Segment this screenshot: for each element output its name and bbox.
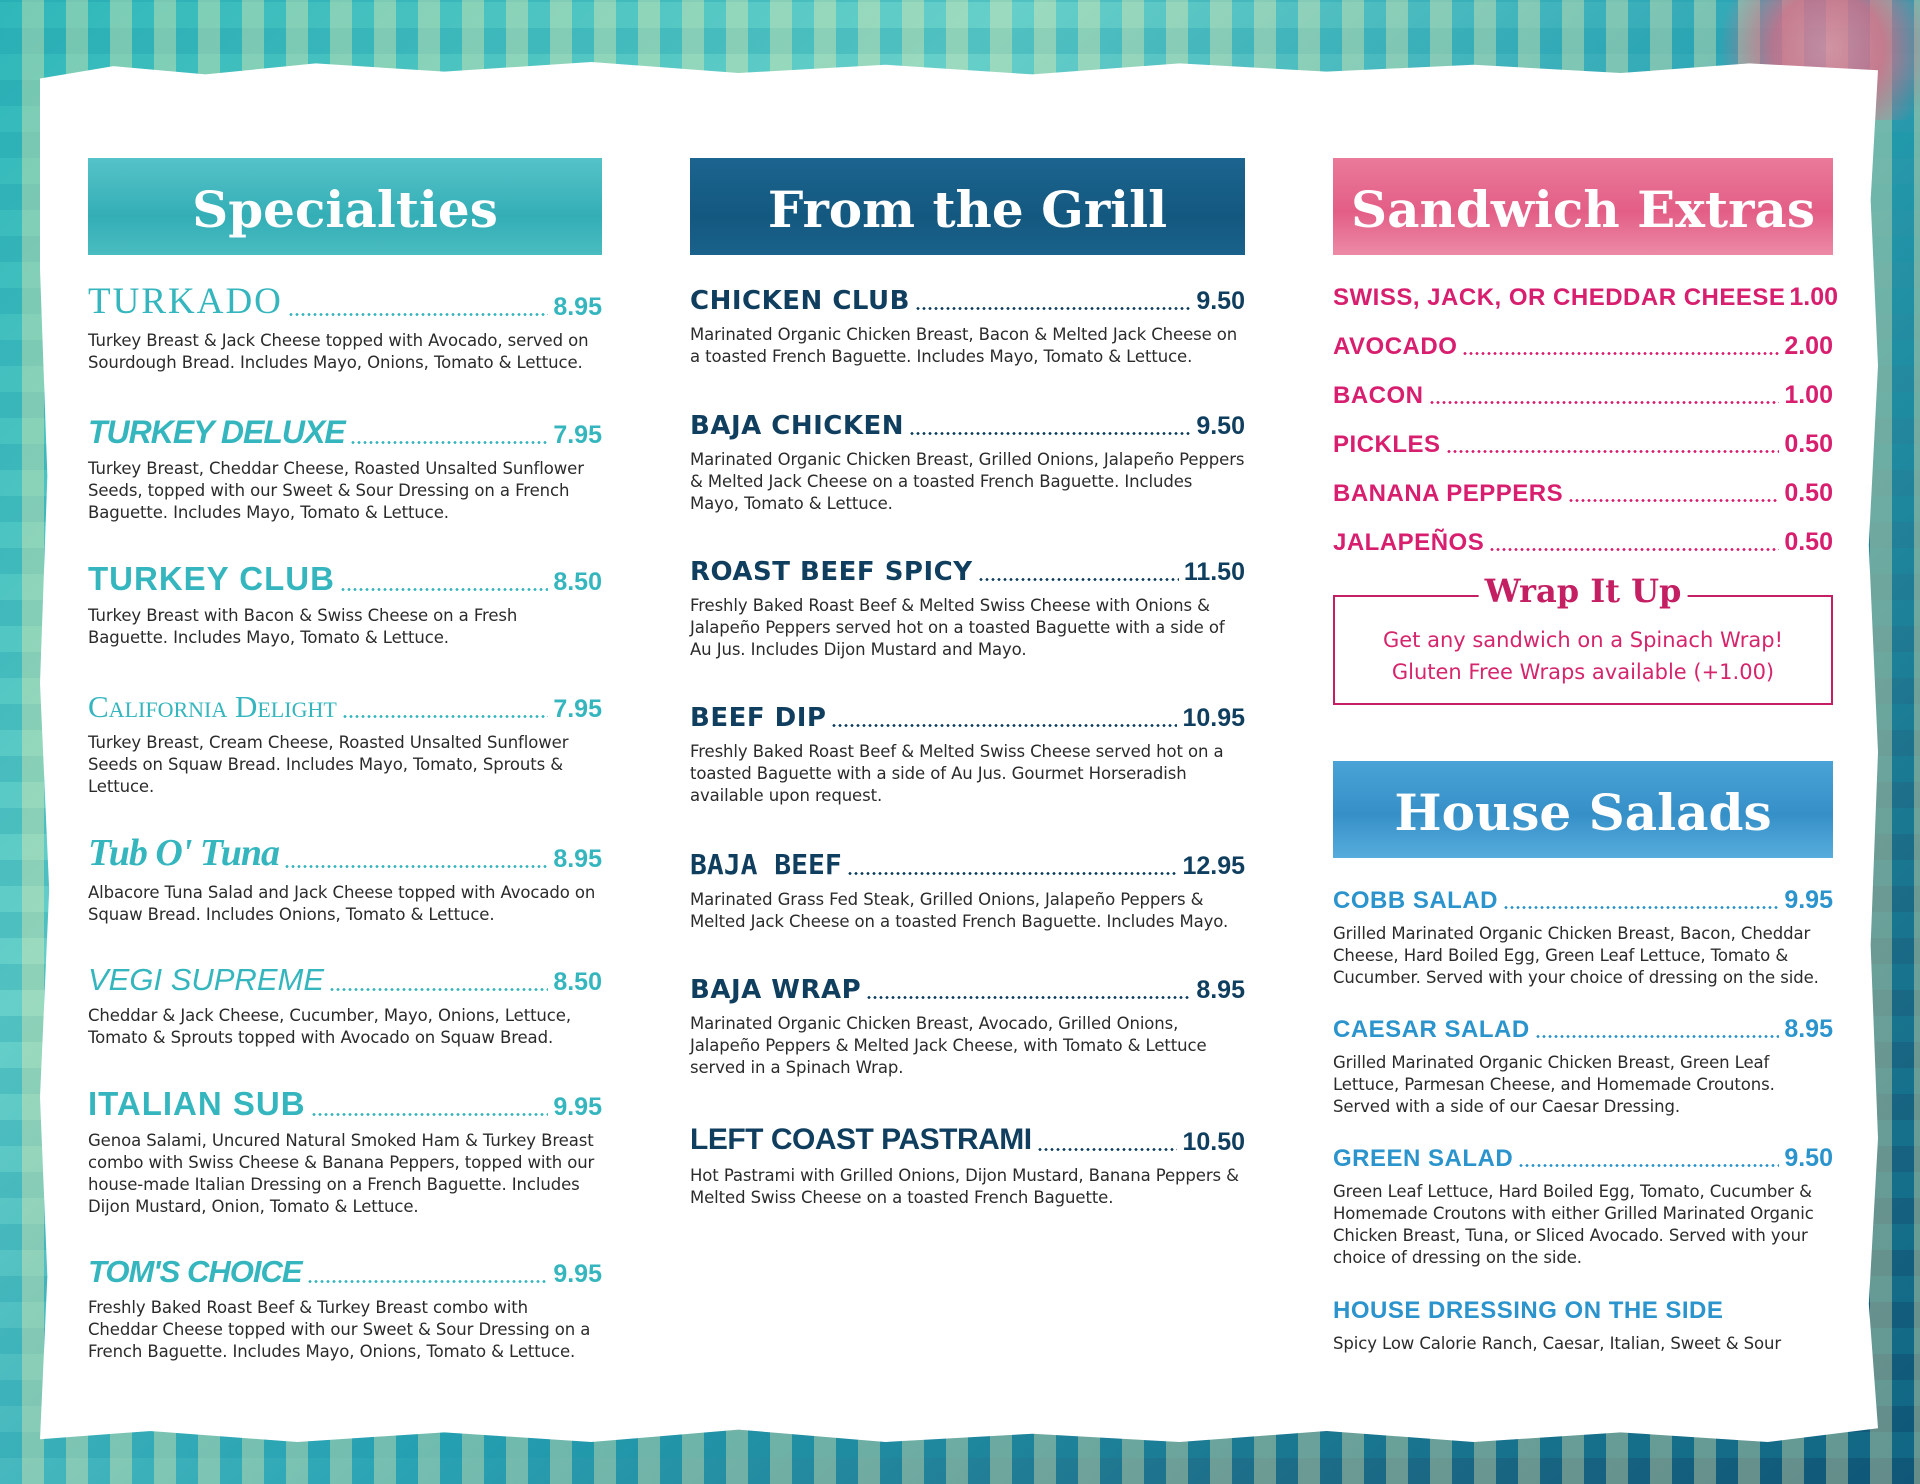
item-price: 9.95	[1784, 886, 1833, 914]
menu-item-turkado	[88, 283, 602, 374]
extra-item-pickles	[1333, 432, 1833, 457]
dot-leader	[342, 715, 549, 718]
dot-leader	[866, 996, 1191, 999]
extra-item-avocado	[1333, 334, 1833, 359]
item-price: 9.95	[553, 1260, 602, 1288]
specialties-heading: Specialties	[88, 158, 602, 255]
dot-leader	[1446, 450, 1780, 453]
item-name: BAJA WRAP	[690, 975, 862, 1005]
extra-item-bacon	[1333, 383, 1833, 408]
menu-item-roast-beef-spicy	[690, 559, 1245, 661]
menu-item-turkey-deluxe	[88, 416, 602, 524]
item-name: CHICKEN CLUB	[690, 286, 910, 316]
dot-leader	[909, 432, 1191, 435]
item-name: VEGI SUPREME	[88, 962, 324, 997]
item-name: BACON	[1333, 382, 1424, 409]
item-description: Marinated Organic Chicken Breast, Bacon & Melted Jack Cheese on a toasted French Baguette. Includes Mayo, Tomato & Lettuce.	[690, 325, 1238, 366]
dot-leader	[350, 441, 549, 444]
dot-leader	[831, 724, 1177, 727]
item-price: 12.95	[1182, 852, 1245, 880]
item-name: GREEN SALAD	[1333, 1145, 1514, 1172]
dot-leader	[847, 872, 1178, 875]
item-price: 7.95	[553, 421, 602, 449]
item-name: BAJA CHICKEN	[690, 411, 905, 441]
menu-item-vegi-supreme	[88, 964, 602, 1049]
item-price: 0.50	[1784, 528, 1833, 556]
extra-item-cheese	[1333, 283, 1839, 311]
item-name: BANANA PEPPERS	[1333, 480, 1564, 507]
extra-item-banana-peppers	[1333, 481, 1833, 506]
item-description: Green Leaf Lettuce, Hard Boiled Egg, Tomato, Cucumber & Homemade Croutons with either Grilled Marinated Organic Chicken Breast, Tuna, or Sliced Avocado. Served with your choice of dressing on the side.	[1333, 1182, 1814, 1267]
item-price: 9.50	[1196, 287, 1245, 315]
menu-item-toms-choice	[88, 1256, 602, 1363]
item-description: Turkey Breast & Jack Cheese topped with Avocado, served on Sourdough Bread. Includes Mayo, Onions, Tomato & Lettuce.	[88, 331, 589, 372]
item-description: Turkey Breast with Bacon & Swiss Cheese on a Fresh Baguette. Includes Mayo, Tomato & Lettuce.	[88, 606, 518, 647]
item-description: Marinated Grass Fed Steak, Grilled Onions, Jalapeño Peppers & Melted Jack Cheese on a toasted French Baguette. Includes Mayo.	[690, 890, 1229, 931]
item-price: 8.95	[553, 845, 602, 873]
item-price: 1.00	[1789, 283, 1839, 311]
item-price: 9.95	[553, 1093, 602, 1121]
item-name: AVOCADO	[1333, 333, 1458, 360]
item-description: Hot Pastrami with Grilled Onions, Dijon Mustard, Banana Peppers & Melted Swiss Cheese on a toasted French Baguette.	[690, 1166, 1239, 1207]
item-name: CAESAR SALAD	[1333, 1016, 1530, 1043]
dot-leader	[1429, 401, 1780, 404]
wrap-title: Wrap It Up	[1479, 575, 1688, 607]
item-description: Turkey Breast, Cream Cheese, Roasted Unsalted Sunflower Seeds on Squaw Bread. Includes Mayo, Tomato, Sprouts & Lettuce.	[88, 733, 569, 796]
menu-item-baja-beef	[690, 848, 1245, 933]
item-price: 1.00	[1784, 381, 1833, 409]
menu-item-beef-dip	[690, 705, 1245, 807]
item-name: SWISS, JACK, OR CHEDDAR CHEESE	[1333, 284, 1786, 311]
item-name: ROAST BEEF SPICY	[690, 557, 973, 587]
house-dressing-title: HOUSE DRESSING ON THE SIDE	[1333, 1297, 1724, 1324]
item-description: Cheddar & Jack Cheese, Cucumber, Mayo, Onions, Lettuce, Tomato & Sprouts topped with Avocado on Squaw Bread.	[88, 1006, 571, 1047]
item-description: Freshly Baked Roast Beef & Melted Swiss Cheese served hot on a toasted Baguette with a side of Au Jus. Gourmet Horseradish available upon request.	[690, 742, 1224, 805]
salad-item-caesar	[1333, 1017, 1833, 1118]
dot-leader	[340, 588, 548, 591]
salad-item-green	[1333, 1146, 1833, 1269]
menu-item-baja-wrap	[690, 977, 1245, 1079]
house-dressing-list: Spicy Low Calorie Ranch, Caesar, Italian, Sweet & Sour	[1333, 1334, 1782, 1353]
dot-leader	[1535, 1035, 1780, 1038]
item-description: Grilled Marinated Organic Chicken Breast, Green Leaf Lettuce, Parmesan Cheese, and Homemade Croutons. Served with a side of our Caesar Dressing.	[1333, 1053, 1775, 1116]
dot-leader	[329, 988, 548, 991]
item-description: Freshly Baked Roast Beef & Melted Swiss Cheese with Onions & Jalapeño Peppers served hot on a toasted Baguette with a side of Au Jus. Includes Dijon Mustard and Mayo.	[690, 596, 1225, 659]
salads-heading: House Salads	[1333, 761, 1833, 858]
salad-item-cobb	[1333, 888, 1833, 989]
item-description: Albacore Tuna Salad and Jack Cheese topped with Avocado on Squaw Bread. Includes Onions, Tomato & Lettuce.	[88, 883, 596, 924]
item-name: JALAPEÑOS	[1333, 529, 1485, 556]
dot-leader	[978, 578, 1179, 581]
menu-item-chicken-club	[690, 288, 1245, 368]
item-price: 0.50	[1784, 430, 1833, 458]
item-name: California Delight	[88, 689, 337, 724]
item-price: 7.95	[553, 695, 602, 723]
specialties-column	[88, 158, 602, 1363]
item-price: 8.50	[553, 568, 602, 596]
item-name: LEFT COAST PASTRAMI	[690, 1123, 1032, 1156]
item-description: Grilled Marinated Organic Chicken Breast, Bacon, Cheddar Cheese, Hard Boiled Egg, Green Leaf Lettuce, Tomato & Cucumber. Served with your choice of dressing on the side.	[1333, 924, 1819, 987]
menu-item-left-coast-pastrami	[690, 1125, 1245, 1209]
item-price: 8.95	[1784, 1015, 1833, 1043]
item-description: Genoa Salami, Uncured Natural Smoked Ham & Turkey Breast combo with Swiss Cheese & Banana Peppers, topped with our house-made Italian Dressing on a French Baguette. Includes Dijon Mustard, Onion, Tomato & Lettuce.	[88, 1131, 595, 1216]
dot-leader	[288, 313, 548, 316]
dot-leader	[915, 307, 1191, 310]
item-description: Freshly Baked Roast Beef & Turkey Breast combo with Cheddar Cheese topped with our Sweet & Sour Dressing on a French Baguette. Includes Mayo, Onions, Tomato & Lettuce.	[88, 1298, 591, 1361]
item-price: 0.50	[1784, 479, 1833, 507]
item-price: 10.50	[1182, 1128, 1245, 1156]
item-name: PICKLES	[1333, 431, 1441, 458]
item-price: 8.50	[553, 968, 602, 996]
item-price: 8.95	[1196, 976, 1245, 1004]
extras-salads-column	[1333, 158, 1839, 1355]
dot-leader	[1503, 906, 1779, 909]
dot-leader	[307, 1280, 549, 1283]
wrap-line-2: Gluten Free Wraps available (+1.00)	[1391, 660, 1775, 684]
item-name: COBB SALAD	[1333, 887, 1498, 914]
menu-item-california-delight	[88, 691, 602, 798]
dot-leader	[1518, 1164, 1779, 1167]
item-price: 8.95	[553, 293, 602, 321]
wrap-it-up-box	[1333, 572, 1833, 705]
dot-leader	[1462, 352, 1779, 355]
item-price: 2.00	[1784, 332, 1833, 360]
item-name: TURKEY CLUB	[88, 560, 335, 597]
item-name: BEEF DIP	[690, 703, 827, 733]
item-description: Turkey Breast, Cheddar Cheese, Roasted Unsalted Sunflower Seeds, topped with our Sweet & Sour Dressing on a French Baguette. Includes Mayo, Tomato & Lettuce.	[88, 459, 584, 522]
item-name: TURKADO	[88, 281, 283, 322]
item-name: ITALIAN SUB	[88, 1085, 306, 1122]
menu-item-baja-chicken	[690, 413, 1245, 515]
item-description: Marinated Organic Chicken Breast, Grilled Onions, Jalapeño Peppers & Melted Jack Cheese on a toasted French Baguette. Includes Mayo, Tomato & Lettuce.	[690, 450, 1245, 513]
item-name: Tub O' Tuna	[88, 832, 280, 874]
item-name: BAJA BEEF	[690, 848, 842, 881]
grill-column	[690, 158, 1245, 1209]
house-dressing-section	[1333, 1297, 1833, 1355]
dot-leader	[1037, 1148, 1178, 1151]
menu-item-italian-sub	[88, 1087, 602, 1218]
grill-heading: From the Grill	[690, 158, 1245, 255]
wrap-line-1: Get any sandwich on a Spinach Wrap!	[1382, 628, 1784, 652]
menu-item-turkey-club	[88, 562, 602, 649]
dot-leader	[1489, 548, 1779, 551]
dot-leader	[1568, 499, 1779, 502]
item-price: 10.95	[1182, 704, 1245, 732]
item-price: 11.50	[1183, 558, 1245, 586]
menu-item-tub-o-tuna	[88, 834, 602, 926]
extras-heading: Sandwich Extras	[1333, 158, 1833, 255]
extra-item-jalapenos	[1333, 530, 1833, 555]
dot-leader	[311, 1113, 549, 1116]
item-price: 9.50	[1784, 1144, 1833, 1172]
item-description: Marinated Organic Chicken Breast, Avocado, Grilled Onions, Jalapeño Peppers & Melted Jack Cheese, with Tomato & Lettuce served in a Spinach Wrap.	[690, 1014, 1207, 1077]
item-name: TOM'S CHOICE	[88, 1254, 302, 1289]
item-name: TURKEY DELUXE	[88, 414, 345, 450]
dot-leader	[284, 865, 548, 868]
item-price: 9.50	[1196, 412, 1245, 440]
